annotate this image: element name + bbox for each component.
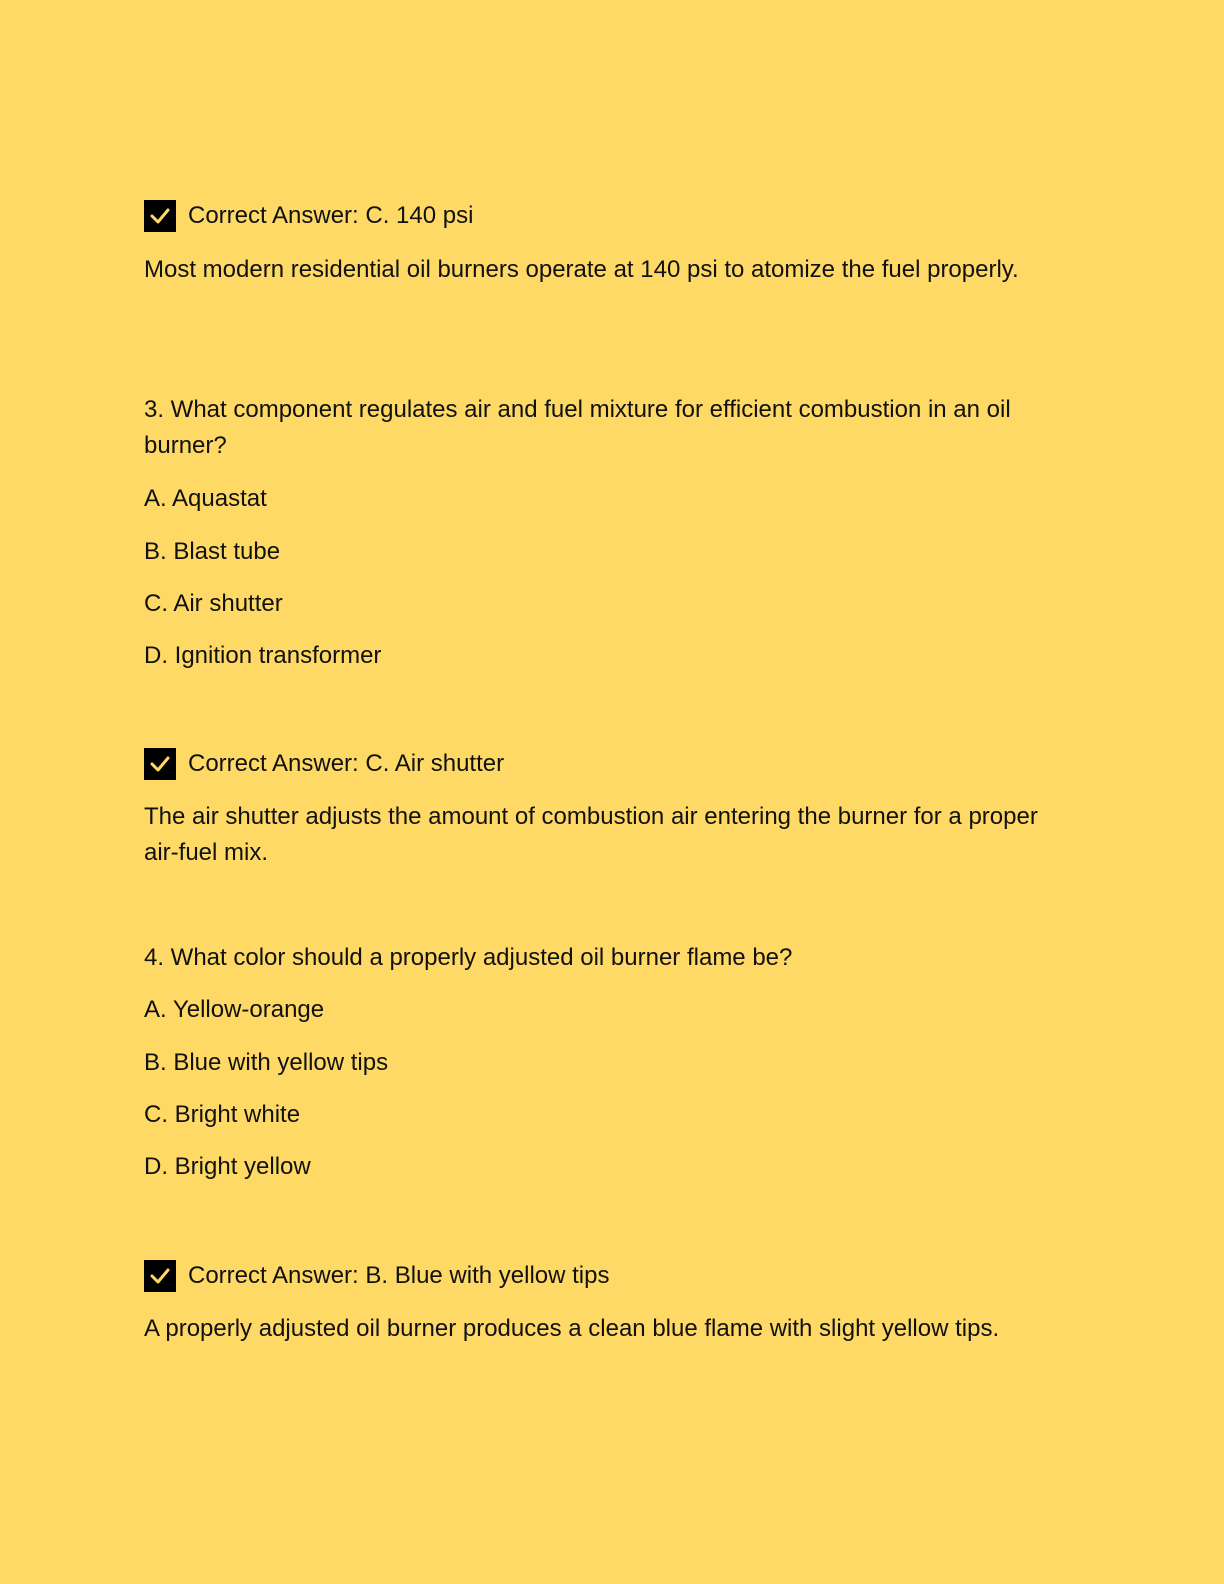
question-3-option-d: D. Ignition transformer	[144, 642, 382, 669]
question-3-option-a: A. Aquastat	[144, 485, 267, 512]
correct-answer-3	[144, 746, 504, 782]
correct-answer-label: Correct Answer: B. Blue with yellow tips	[188, 1262, 610, 1289]
question-3-text: 3. What component regulates air and fuel mixture for efficient combustion in an oil burner?	[144, 396, 1011, 459]
question-4-text: 4. What color should a properly adjusted oil burner flame be?	[144, 944, 793, 971]
question-4-option-d: D. Bright yellow	[144, 1153, 311, 1180]
answer-explanation-3: The air shutter adjusts the amount of combustion air entering the burner for a proper air-fuel mix.	[144, 803, 1038, 866]
answer-explanation-2: Most modern residential oil burners operate at 140 psi to atomize the fuel properly.	[144, 256, 1019, 283]
correct-answer-2	[144, 198, 473, 234]
correct-answer-label: Correct Answer: C. Air shutter	[188, 750, 505, 777]
correct-answer-label: Correct Answer: C. 140 psi	[188, 202, 474, 229]
question-4-option-c: C. Bright white	[144, 1101, 301, 1128]
answer-explanation-4: A properly adjusted oil burner produces a clean blue flame with slight yellow tips.	[144, 1315, 1000, 1342]
checkmark-icon	[144, 748, 176, 780]
question-4-option-a: A. Yellow-orange	[144, 996, 325, 1023]
question-4-option-b: B. Blue with yellow tips	[144, 1049, 389, 1076]
question-3-option-b: B. Blast tube	[144, 538, 281, 565]
question-3-option-c: C. Air shutter	[144, 590, 283, 617]
checkmark-icon	[144, 1260, 176, 1292]
checkmark-icon	[144, 200, 176, 232]
correct-answer-4	[144, 1258, 610, 1294]
